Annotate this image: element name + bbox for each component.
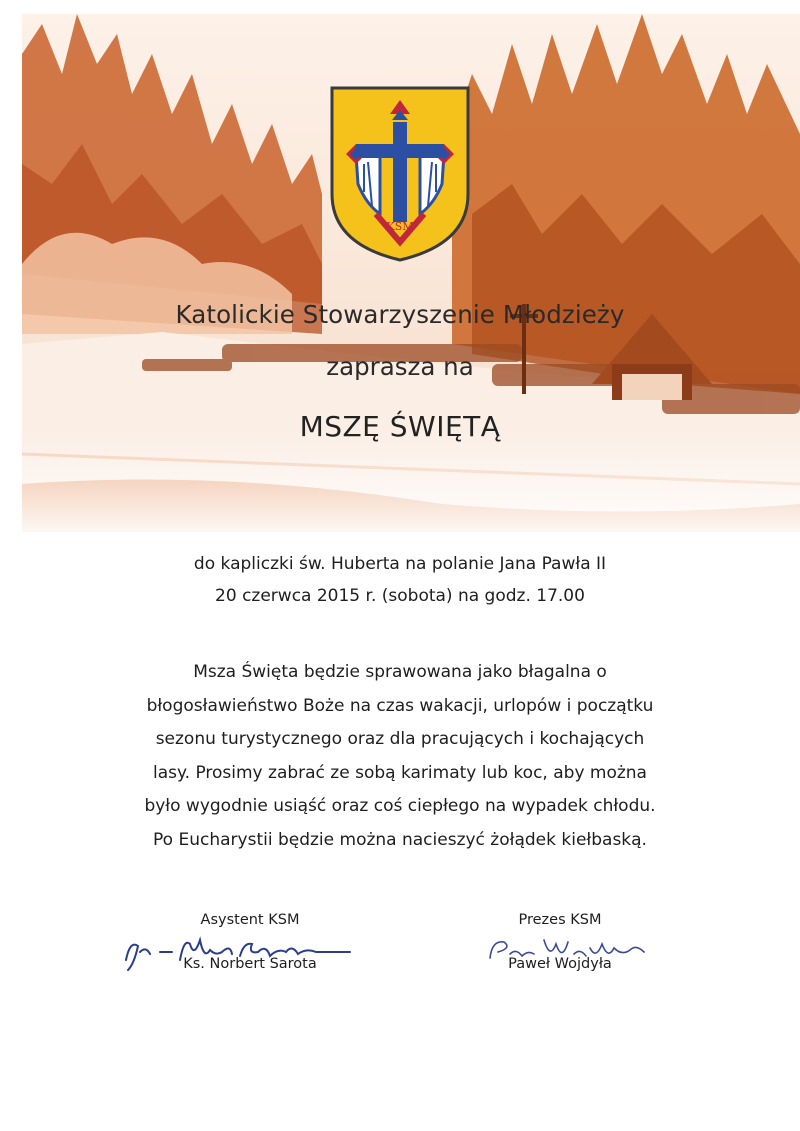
body-line: lasy. Prosimy zabrać ze sobą karimaty lub koc, aby można (153, 762, 647, 783)
signature-block-assistant (140, 912, 360, 972)
signature-name: Paweł Wojdyła (508, 956, 612, 972)
body-line: Msza Święta będzie sprawowana jako błagalna o (193, 662, 607, 682)
event-title: MSZĘ ŚWIĘTĄ (299, 410, 501, 443)
invitation-body (110, 656, 690, 857)
body-line: sezonu turystycznego oraz dla pracujących i kochających (155, 729, 645, 749)
event-details (0, 548, 800, 612)
crest-text: KSM (386, 220, 414, 233)
ksm-crest-logo (328, 84, 472, 264)
signature-block-president (450, 912, 670, 972)
signature-role: Prezes KSM (518, 912, 602, 928)
event-place: do kapliczki św. Huberta na polanie Jana Pawła II (193, 554, 607, 574)
body-line: było wygodnie usiąść oraz coś ciepłego na wypadek chłodu. (144, 796, 656, 816)
signature-name: Ks. Norbert Sarota (183, 956, 317, 972)
body-line: błogosławieństwo Boże na czas wakacji, urlopów i początku (146, 695, 654, 716)
invite-line: zaprasza na (326, 352, 474, 381)
body-line: Po Eucharystii będzie można nacieszyć żołądek kiełbaską. (153, 829, 647, 850)
event-datetime: 20 czerwca 2015 r. (sobota) na godz. 17.00 (215, 586, 585, 606)
signature-role: Asystent KSM (200, 912, 300, 928)
organization-name: Katolickie Stowarzyszenie Młodzieży (175, 300, 625, 329)
